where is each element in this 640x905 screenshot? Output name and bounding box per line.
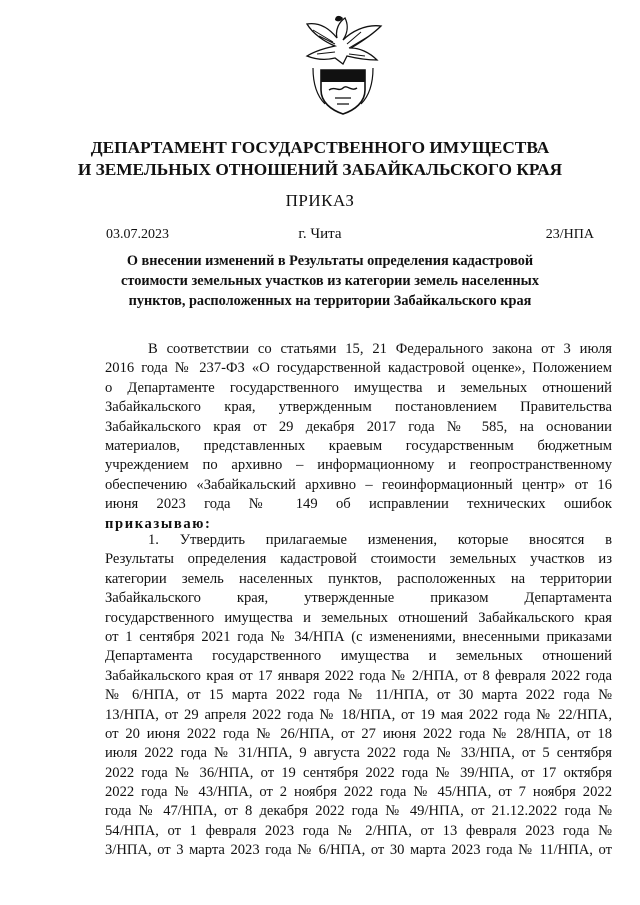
paragraph-line: 2016 года № 237-ФЗ «О государственной кадастровой оценке», Положением — [105, 360, 612, 377]
paragraph-line: учреждением по архивно – информационному и геопространственному — [105, 457, 612, 474]
department-name — [60, 137, 580, 181]
subject-line-1: О внесении изменений в Результаты определения кадастровой — [126, 253, 534, 269]
department-line-2: И ЗЕМЕЛЬНЫХ ОТНОШЕНИЙ ЗАБАЙКАЛЬСКОГО КРАЯ — [77, 160, 563, 179]
paragraph-line: № 6/НПА, от 15 марта 2022 года № 11/НПА, от 30 марта 2022 года № — [105, 687, 612, 704]
document-date: 03.07.2023 — [106, 227, 169, 242]
paragraph-line: Результаты определения кадастровой стоимости земельных участков из — [105, 551, 612, 568]
paragraph-line: 54/НПА, от 1 февраля 2023 года № 2/НПА, от 13 февраля 2023 года № — [105, 822, 612, 839]
document-number: 23/НПА — [545, 227, 594, 242]
paragraph-line: Забайкальского края, утвержденные приказом Департамента — [105, 590, 612, 607]
paragraph-line: июня 2023 года № 149 об исправлении технических ошибок — [105, 496, 612, 513]
paragraph-line: 1. Утвердить прилагаемые изменения, которые вносятся в — [148, 532, 612, 548]
paragraph-line: категории земель населенных пунктов, расположенных на территории — [105, 570, 612, 587]
paragraph-item-1 — [105, 531, 612, 861]
paragraph-line: материалов, представленных краевым государственным бюджетным — [105, 437, 612, 454]
paragraph-line: от 1 сентября 2021 года № 34/НПА (с изменениями, внесенными приказами — [105, 628, 612, 645]
paragraph-line: Забайкальского края от 29 декабря 2017 года № 585, на основании — [105, 418, 612, 435]
paragraph-preamble — [105, 340, 612, 534]
coat-of-arms-emblem — [299, 12, 387, 116]
paragraph-line: Забайкальского края от 17 января 2022 года № 2/НПА, от 8 февраля 2022 года — [105, 667, 612, 684]
subject-line-3: пунктов, расположенных на территории Забайкальского края — [128, 293, 532, 309]
paragraph-line: 2022 года № 43/НПА, от 2 ноября 2022 года № 45/НПА, от 7 ноября 2022 — [105, 784, 612, 801]
paragraph-line: о Департаменте государственного имущества и земельных отношений — [105, 379, 612, 396]
document-type: ПРИКАЗ — [285, 191, 355, 210]
paragraph-line: Забайкальского края, утвержденным постановлением Правительства — [105, 399, 612, 416]
paragraph-line: 13/НПА, от 29 апреля 2022 года № 18/НПА, от 19 мая 2022 года № 22/НПА, — [105, 706, 612, 723]
paragraph-line: Департамента государственного имущества и земельных отношений — [105, 648, 612, 665]
paragraph-line: 2022 года № 36/НПА, от 19 сентября 2022 года № 39/НПА, от 17 октября — [105, 764, 612, 781]
order-directive: приказываю: — [105, 515, 212, 532]
paragraph-line: В соответствии со статьями 15, 21 Федерального закона от 3 июля — [148, 341, 612, 357]
paragraph-line: июля 2022 года № 31/НПА, 9 августа 2022 года № 33/НПА, от 5 сентября — [105, 745, 612, 762]
paragraph-line: обеспечению «Забайкальский архивно – геоинформационный центр» от 16 — [105, 476, 612, 493]
paragraph-line: года № 47/НПА, от 8 декабря 2022 года № 49/НПА, от 21.12.2022 года № — [105, 803, 612, 820]
paragraph-line: государственного имущества и земельных отношений Забайкальского края — [105, 609, 612, 626]
subject-line-2: стоимости земельных участков из категории земель населенных — [121, 273, 539, 289]
document-subject — [110, 251, 550, 311]
document-city: г. Чита — [298, 226, 342, 242]
department-line-1: ДЕПАРТАМЕНТ ГОСУДАРСТВЕННОГО ИМУЩЕСТВА — [90, 138, 550, 157]
paragraph-line: 3/НПА, от 3 марта 2023 года № 6/НПА, от 30 марта 2023 года № 11/НПА, от — [105, 842, 612, 859]
paragraph-line: от 20 июня 2022 года № 26/НПА, от 27 июня 2022 года № 28/НПА, от 18 — [105, 725, 612, 742]
